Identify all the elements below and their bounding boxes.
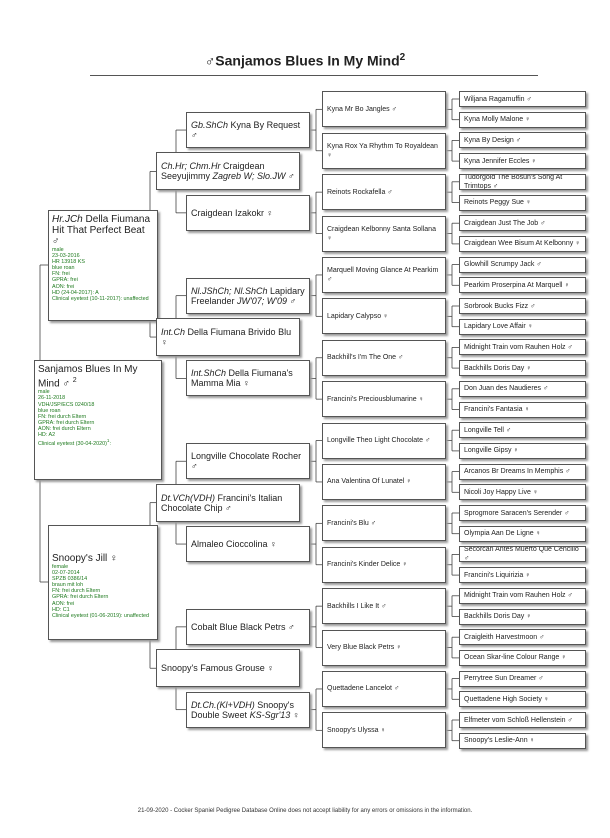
gen4-ancestor[interactable]: [322, 174, 446, 210]
gen5-ancestor-label: Wiljana Ragamuffin ♂: [464, 95, 532, 103]
gen4-ancestor-label: Francini's Blu ♂: [327, 519, 376, 527]
gen5-ancestor-label: Longville Tell ♂: [464, 426, 512, 434]
gen4-ancestor[interactable]: [322, 712, 446, 748]
gen5-ancestor-label: Francini's Fantasia ♀: [464, 406, 530, 413]
dam-box[interactable]: [48, 525, 158, 640]
gen5-ancestor[interactable]: [459, 195, 586, 211]
dam-name: Snoopy's Jill ♀: [52, 553, 118, 564]
sire-name: Hr.JCh Della Fiumana Hit That Perfect Beat ♂: [52, 214, 151, 247]
gen5-ancestor-label: Kyna Jennifer Eccles ♀: [464, 157, 537, 165]
gen4-ancestor[interactable]: [322, 257, 446, 293]
gen5-ancestor-label: Craigdean Wee Bisum At Kelbonny ♀: [464, 240, 581, 248]
gen4-ancestor[interactable]: [322, 547, 446, 583]
gen5-ancestor-label: Midnight Train vom Rauhen Holz ♂: [464, 592, 573, 600]
gen4-ancestor[interactable]: [322, 671, 446, 707]
page-title: ♂Sanjamos Blues In My Mind$^2$: [204, 52, 406, 69]
gen5-ancestor-label: Lapidary Love Affair ♀: [464, 323, 533, 331]
gen4-ancestor-label: Kyna Rox Ya Rhythm To Royaldean ♀: [327, 142, 438, 159]
subject-detail-line: HD: A2: [38, 431, 56, 438]
gen5-ancestor-label: Sprogmore Saracen's Serender ♂: [464, 509, 570, 517]
gen5-ancestor[interactable]: [459, 546, 586, 562]
gen4-ancestor[interactable]: [322, 423, 446, 459]
dam-detail-line: HD: C1: [52, 606, 70, 613]
gen3-ancestor[interactable]: [186, 278, 310, 314]
gen3-ancestor-label: Craigdean Izakokr ♀: [191, 207, 274, 218]
sire-box[interactable]: [48, 210, 158, 321]
gen2-ancestor[interactable]: [156, 484, 300, 522]
gen3-ancestor-label: Longville Chocolate Rocher ♂: [191, 451, 302, 472]
gen5-ancestor[interactable]: [459, 650, 586, 666]
gen5-ancestor-label: Secorcan Antes Muerto Que Cencillo ♂: [464, 546, 579, 563]
gen3-ancestor[interactable]: [186, 526, 310, 562]
gen5-ancestor[interactable]: [459, 215, 586, 231]
sire-detail-line: male: [52, 247, 64, 253]
subject-detail-line: blue roan: [38, 407, 61, 414]
gen4-ancestor-label: Quettadene Lancelot ♂: [327, 685, 400, 693]
gen4-ancestor[interactable]: [322, 505, 446, 541]
gen3-ancestor[interactable]: [186, 112, 310, 148]
gen2-ancestor[interactable]: [156, 318, 300, 356]
gen5-ancestor-label: Sorbrook Bucks Fizz ♂: [464, 302, 536, 310]
gen5-ancestor-label: Craigleith Harvestmoon ♂: [464, 633, 545, 641]
sire-detail-line: GPRA: frei: [52, 277, 78, 284]
gen5-ancestor[interactable]: [459, 422, 586, 438]
gen4-ancestor-label: Very Blue Black Petrs ♀: [327, 644, 402, 652]
gen5-ancestor-label: Snoopy's Leslie-Ann ♀: [464, 737, 535, 745]
gen2-ancestor-label: Dt.VCh(VDH) Francini's Italian Chocolate Chip ♂: [161, 492, 283, 513]
gen4-ancestor-label: Craigdean Kelbonny Santa Sollana ♀: [327, 225, 436, 242]
subject-name: Sanjamos Blues In My Mind ♂ $^2$: [38, 364, 138, 390]
gen5-ancestor-label: Olympia Aan De Ligne ♀: [464, 530, 541, 538]
subject-detail-line: male: [38, 389, 50, 396]
subject-detail-line: FN: frei durch Eltern: [38, 413, 87, 420]
gen5-ancestor[interactable]: [459, 733, 586, 749]
gen5-ancestor[interactable]: [459, 132, 586, 148]
gen2-ancestor[interactable]: [156, 152, 300, 190]
gen5-ancestor[interactable]: [459, 112, 586, 128]
sire-detail-line: HD (24-04-2017): A: [52, 289, 99, 296]
dam-detail-line: GPRA: frei durch Eltern: [52, 594, 109, 601]
gen5-ancestor-label: Tudorgold The Bosun's Song At Trimtops ♂: [464, 173, 563, 190]
gen4-ancestor-label: Snoopy's Ulyssa ♀: [327, 726, 386, 734]
gen3-ancestor-label: Almaleo Cioccolina ♀: [191, 539, 277, 550]
gen4-ancestor[interactable]: [322, 216, 446, 252]
gen2-ancestor-label: Ch.Hr; Chm.Hr Craigdean Seeyujimmy Zagreb W; Slo.JW ♂: [161, 161, 295, 182]
gen5-ancestor-label: Backhills Doris Day ♀: [464, 613, 532, 620]
gen4-ancestor[interactable]: [322, 588, 446, 624]
gen5-ancestor[interactable]: [459, 484, 586, 500]
gen5-ancestor[interactable]: [459, 236, 586, 252]
gen5-ancestor[interactable]: [459, 174, 586, 190]
gen5-ancestor[interactable]: [459, 381, 586, 397]
gen3-ancestor-label: Cobalt Blue Black Petrs ♂: [191, 621, 295, 632]
gen2-ancestor-label: Snoopy's Famous Grouse ♀: [161, 663, 275, 674]
gen5-ancestor[interactable]: [459, 360, 586, 376]
gen4-ancestor[interactable]: [322, 340, 446, 376]
gen4-ancestor-label: Kyna Mr Bo Jangles ♂: [327, 105, 397, 113]
sire-detail-line: HR 13918 KS: [52, 259, 85, 266]
gen4-ancestor-label: Ana Valentina Of Lunatel ♀: [327, 478, 412, 486]
gen3-ancestor[interactable]: [186, 692, 310, 728]
gen3-ancestor[interactable]: [186, 360, 310, 396]
dam-detail-line: SPZB 0386/14: [52, 576, 88, 583]
gen5-ancestor[interactable]: [459, 91, 586, 107]
sire-detail-line: blue roan: [52, 265, 75, 272]
subject-detail-line: VDH/JSP/ECS 0240/18: [38, 401, 95, 408]
sire-detail-line: 23-03-2016: [52, 253, 80, 260]
subject-detail-line: GPRA: frei durch Eltern: [38, 419, 95, 426]
gen3-ancestor-label: Nl.JShCh; Nl.ShCh Lapidary Freelander JW'07; W'09 ♂: [191, 285, 305, 306]
gen5-ancestor[interactable]: [459, 319, 586, 335]
gen5-ancestor-label: Pearkim Proserpina At Marquell ♀: [464, 281, 570, 289]
gen5-ancestor[interactable]: [459, 257, 586, 273]
subject-detail-line: 26-11-2018: [38, 395, 66, 402]
gen3-ancestor[interactable]: [186, 609, 310, 645]
gen5-ancestor-label: Glowhill Scrumpy Jack ♂: [464, 261, 542, 269]
gen5-ancestor-label: Reinots Peggy Sue ♀: [464, 199, 532, 206]
gen4-ancestor-label: Reinots Rockafella ♂: [327, 188, 393, 196]
gen5-ancestor[interactable]: [459, 339, 586, 355]
dam-detail-line: female: [52, 564, 69, 570]
gen5-ancestor-label: Nicoli Joy Happy Live ♀: [464, 488, 539, 496]
sire-detail-line: AON: frei: [52, 283, 75, 290]
sire-detail-line: FN: frei: [52, 271, 70, 278]
gen3-ancestor[interactable]: [186, 443, 310, 479]
gen4-ancestor[interactable]: [322, 133, 446, 169]
gen2-ancestor-label: Int.Ch Della Fiumana Brivido Blu ♀: [161, 327, 292, 348]
gen5-ancestor[interactable]: [459, 277, 586, 293]
gen4-ancestor-label: Marquell Moving Glance At Pearkim ♂: [327, 266, 439, 283]
gen5-ancestor-label: Elfmeter vom Schloß Hellenstein ♂: [464, 716, 573, 724]
gen4-ancestor[interactable]: [322, 381, 446, 417]
gen5-ancestor[interactable]: [459, 505, 586, 521]
gen5-ancestor-label: Ocean Skar-line Colour Range ♀: [464, 654, 567, 662]
gen5-ancestor-label: Backhills Doris Day ♀: [464, 364, 532, 372]
gen5-ancestor[interactable]: [459, 567, 586, 583]
gen5-ancestor-label: Kyna By Design ♂: [464, 136, 521, 144]
gen5-ancestor-label: Longville Gipsy ♀: [464, 447, 519, 455]
dam-detail-line: braun mit loh: [52, 582, 84, 589]
gen3-ancestor-label: Gb.ShCh Kyna By Request ♂: [191, 120, 301, 141]
gen5-ancestor-label: Perrytree Sun Dreamer ♂: [464, 675, 544, 683]
gen5-ancestor-label: Don Juan des Naudieres ♂: [464, 385, 549, 393]
gen5-ancestor-label: Craigdean Just The Job ♂: [464, 219, 546, 227]
dam-detail-line: AON: frei: [52, 600, 75, 607]
subject-eyetest: Clinical eyetest $(30-04-2020)^1$:: [38, 438, 111, 447]
gen5-ancestor-label: Arcanos Br Dreams In Memphis ♂: [464, 468, 571, 476]
gen5-ancestor[interactable]: [459, 526, 586, 542]
dam-detail-line: FN: frei durch Eltern: [52, 588, 101, 595]
gen5-ancestor-label: Francini's Liquirizia ♀: [464, 571, 531, 579]
gen5-ancestor[interactable]: [459, 298, 586, 314]
gen5-ancestor[interactable]: [459, 671, 586, 687]
gen3-ancestor-label: Dt.Ch.(Kl+VDH) Snoopy's Double Sweet KS-Sgr'13 ♀: [191, 699, 300, 720]
gen3-ancestor[interactable]: [186, 195, 310, 231]
gen4-ancestor[interactable]: [322, 91, 446, 127]
gen5-ancestor[interactable]: [459, 609, 586, 625]
gen5-ancestor[interactable]: [459, 712, 586, 728]
gen2-ancestor[interactable]: [156, 649, 300, 687]
gen4-ancestor-label: Backhill's I'm The One ♂: [327, 354, 404, 362]
gen5-ancestor[interactable]: [459, 691, 586, 707]
gen4-ancestor[interactable]: [322, 464, 446, 500]
gen5-ancestor[interactable]: [459, 443, 586, 459]
gen5-ancestor[interactable]: [459, 402, 586, 418]
gen5-ancestor[interactable]: [459, 588, 586, 604]
gen5-ancestor[interactable]: [459, 153, 586, 169]
disclaimer-footer: 21-09-2020 - Cocker Spaniel Pedigree Database Online does not accept liability for any errors or omissions in the information.: [137, 808, 473, 814]
gen5-ancestor-label: Midnight Train vom Rauhen Holz ♂: [464, 343, 573, 351]
gen4-ancestor-label: Francini's Preciousblumarine ♀: [327, 395, 424, 403]
subject-dog-box[interactable]: [34, 360, 162, 480]
gen5-ancestor-label: Kyna Molly Malone ♀: [464, 116, 531, 124]
gen4-ancestor-label: Longville Theo Light Chocolate ♂: [327, 437, 431, 445]
gen4-ancestor-label: Lapidary Calypso ♀: [327, 312, 389, 320]
gen4-ancestor[interactable]: [322, 630, 446, 666]
sire-eyetest: Clinical eyetest (10-11-2017): unaffected: [52, 295, 149, 302]
gen5-ancestor[interactable]: [459, 629, 586, 645]
gen5-ancestor-label: Quettadene High Society ♀: [464, 695, 550, 703]
gen3-ancestor-label: Int.ShCh Della Fiumana's Mamma Mia ♀: [191, 368, 293, 389]
gen4-ancestor[interactable]: [322, 298, 446, 334]
gen4-ancestor-label: Francini's Kinder Delice ♀: [327, 561, 408, 569]
dam-detail-line: 02-07-2014: [52, 570, 80, 577]
dam-eyetest: Clinical eyetest (01-06-2019): unaffected: [52, 612, 149, 619]
gen4-ancestor-label: Backhills I Like It ♂: [327, 602, 387, 610]
gen5-ancestor[interactable]: [459, 464, 586, 480]
subject-detail-line: AON: frei durch Eltern: [38, 425, 91, 432]
